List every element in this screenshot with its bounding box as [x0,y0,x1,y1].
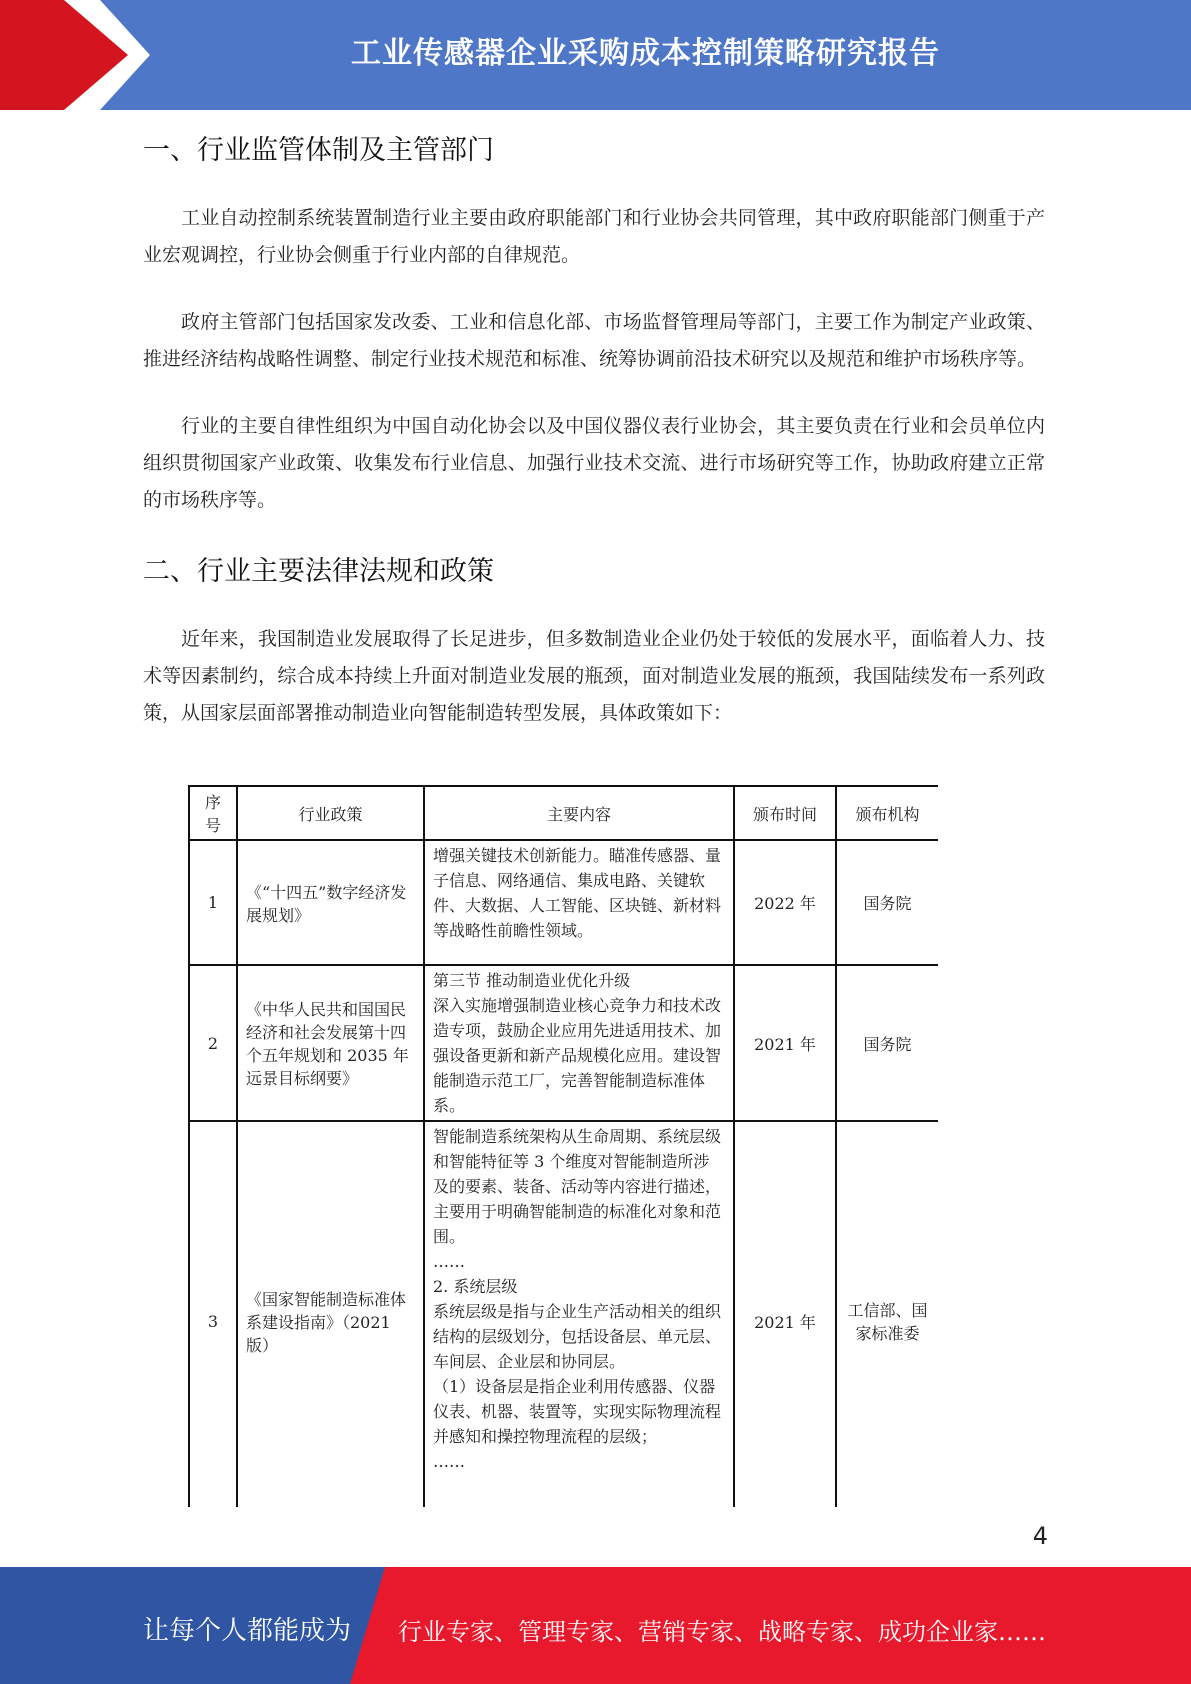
table-row [189,965,938,1121]
content-line: 智能制造系统架构从生命周期、系统层级和智能特征等 3 个维度对智能制造所涉及的要素、装备、活动等内容进行描述，主要用于明确智能制造的标准化对象和范围。 [433,1127,722,1246]
issuing-org: 工信部、国家标准委 [836,1121,938,1507]
content-line: …… [433,1252,465,1271]
table-header-row [189,786,938,840]
column-header-policy: 行业政策 [237,786,424,840]
issue-year: 2021 年 [734,965,836,1121]
content-line: 增强关键技术创新能力。瞄准传感器、量子信息、网络通信、集成电路、关键软件、大数据、人工智能、区块链、新材料等战略性前瞻性领域。 [433,846,722,940]
row-number: 1 [189,840,237,965]
page-footer [0,1567,1191,1684]
page-header [0,0,1191,110]
issuing-org: 国务院 [836,840,938,965]
content-line: …… [433,1452,465,1471]
section2-heading: 二、行业主要法律法规和政策 [143,556,494,587]
policy-name: 《中华人民共和国国民经济和社会发展第十四个五年规划和 2035 年远景目标纲要》 [237,965,424,1121]
content-line: （1）设备层是指企业利用传感器、仪器仪表、机器、装置等，实现实际物理流程并感知和操控物理流程的层级； [433,1377,722,1446]
section1-paragraph-1: 工业自动控制系统装置制造行业主要由政府职能部门和行业协会共同管理，其中政府职能部门侧重于产业宏观调控，行业协会侧重于行业内部的自律规范。 [143,207,1045,266]
content-line: 深入实施增强制造业核心竞争力和技术改造专项，鼓励企业应用先进适用技术、加强设备更新和新产品规模化应用。建设智能制造示范工厂，完善智能制造标准体系。 [433,996,722,1115]
issuing-org: 国务院 [836,965,938,1121]
column-header-year: 颁布时间 [734,786,836,840]
policy-table-container [188,785,938,1507]
row-number: 3 [189,1121,237,1507]
policy-content [424,1121,734,1507]
main-content [143,128,1045,732]
column-header-content: 主要内容 [424,786,734,840]
content-line: 第三节 推动制造业优化升级 [433,971,631,990]
policy-name: 《“十四五”数字经济发展规划》 [237,840,424,965]
issue-year: 2022 年 [734,840,836,965]
table-row [189,840,938,965]
content-line: 2. 系统层级 [433,1277,518,1296]
section2-paragraph-1: 近年来，我国制造业发展取得了长足进步，但多数制造业企业仍处于较低的发展水平，面临着人力、技术等因素制约，综合成本持续上升面对制造业发展的瓶颈，面对制造业发展的瓶颈，我国陆续发布一系列政策，从国家层面部署推动制造业向智能制造转型发展，具体政策如下： [143,628,1045,724]
report-title: 工业传感器企业采购成本控制策略研究报告 [351,36,940,71]
policy-table [188,785,938,1507]
table-row [189,1121,938,1507]
section1-paragraph-2: 政府主管部门包括国家发改委、工业和信息化部、市场监督管理局等部门，主要工作为制定产业政策、推进经济结构战略性调整、制定行业技术规范和标准、统筹协调前沿技术研究以及规范和维护市场秩序等。 [143,311,1045,370]
content-line: 系统层级是指与企业生产活动相关的组织结构的层级划分，包括设备层、单元层、车间层、企业层和协同层。 [433,1302,722,1371]
column-header-number: 序号 [189,786,237,840]
policy-content [424,840,734,965]
row-number: 2 [189,965,237,1121]
page-number: 4 [1032,1522,1048,1550]
section1-paragraph-3: 行业的主要自律性组织为中国自动化协会以及中国仪器仪表行业协会，其主要负责在行业和会员单位内组织贯彻国家产业政策、收集发布行业信息、加强行业技术交流、进行市场研究等工作，协助政府建立正常的市场秩序等。 [143,415,1045,511]
column-header-org: 颁布机构 [836,786,938,840]
issue-year: 2021 年 [734,1121,836,1507]
section1-heading: 一、行业监管体制及主管部门 [143,135,494,166]
footer-slogan-right: 行业专家、管理专家、营销专家、战略专家、成功企业家…… [398,1618,1046,1646]
footer-slogan-left: 让每个人都能成为 [143,1616,352,1646]
policy-name: 《国家智能制造标准体系建设指南》（2021 版） [237,1121,424,1507]
policy-content [424,965,734,1121]
